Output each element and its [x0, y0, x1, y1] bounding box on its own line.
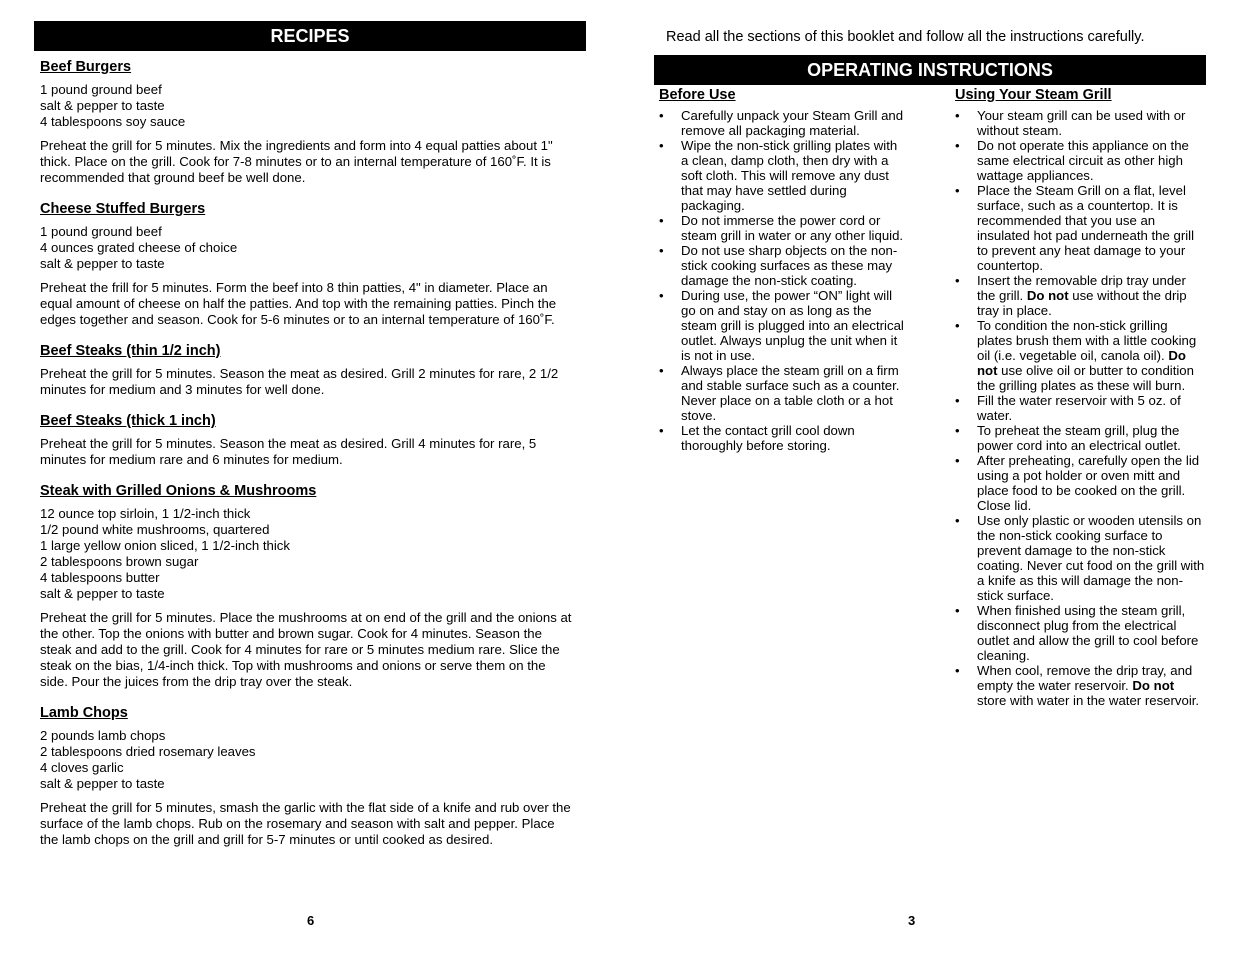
before-use-title: Before Use: [659, 87, 736, 103]
instruction-item: • Wipe the non-stick grilling plates with a clean, damp cloth, then dry with a soft cloth. This will remove any dust that may have settled during packaging.: [659, 138, 904, 213]
ingredient-item: salt & pepper to taste: [40, 256, 165, 271]
ingredient-item: 4 tablespoons butter: [40, 570, 160, 585]
ingredient-item: 4 ounces grated cheese of choice: [40, 240, 238, 255]
instruction-item: • Always place the steam grill on a firm and stable surface such as a counter. Never place on a table cloth or a hot stove.: [659, 363, 904, 423]
recipe-title: Cheese Stuffed Burgers: [40, 201, 206, 217]
recipe-method: Preheat the grill for 5 minutes. Season the meat as desired. Grill 2 minutes for rare, 2 1/2 minutes for medium and 3 minutes for well done.: [40, 366, 559, 397]
ingredient-item: salt & pepper to taste: [40, 98, 165, 113]
ingredient-list: [40, 506, 575, 602]
recipe-title: Lamb Chops: [40, 705, 128, 721]
instruction-item: • Use only plastic or wooden utensils on the non-stick cooking surface to prevent damage to the non-stick coating. Never cut food on the grill with a knife as this will damage the non-stick surface.: [955, 513, 1205, 603]
left-page: [0, 0, 617, 954]
before-use-list: [659, 108, 904, 453]
instruction-item: • After preheating, carefully open the lid using a pot holder or oven mitt and place food to be cooked on the grill. Close lid.: [955, 453, 1205, 513]
recipe: [40, 201, 575, 328]
ingredient-list: [40, 82, 575, 130]
recipe-title: Beef Steaks (thin 1/2 inch): [40, 343, 221, 359]
ingredient-item: salt & pepper to taste: [40, 586, 165, 601]
ingredient-item: 1 pound ground beef: [40, 82, 162, 97]
instruction-item: • Do not use sharp objects on the non-stick cooking surfaces as these may damage the non-stick coating.: [659, 243, 904, 288]
instruction-item: • Place the Steam Grill on a flat, level surface, such as a countertop. It is recommended that you use an insulated hot pad underneath the grill to prevent any heat damage to your countertop.: [955, 183, 1205, 273]
recipe-title: Beef Steaks (thick 1 inch): [40, 413, 216, 429]
instruction-item: • When finished using the steam grill, disconnect plug from the electrical outlet and allow the grill to cool before cleaning.: [955, 603, 1205, 663]
instruction-item: • To preheat the steam grill, plug the power cord into an electrical outlet.: [955, 423, 1205, 453]
ingredient-item: 1 large yellow onion sliced, 1 1/2-inch thick: [40, 538, 290, 553]
recipe: [40, 59, 575, 186]
recipe-method: Preheat the grill for 5 minutes, smash the garlic with the flat side of a knife and rub over the surface of the lamb chops. Rub on the rosemary and season with salt and pepper. Place the lamb chops on the grill and grill for 5-7 minutes or until cooked as desired.: [40, 800, 571, 847]
using-grill-section: [955, 87, 1205, 708]
recipe-title: Beef Burgers: [40, 59, 132, 75]
ingredient-item: 1/2 pound white mushrooms, quartered: [40, 522, 270, 537]
page-number-left: 6: [307, 913, 315, 928]
recipe-method: Preheat the grill for 5 minutes. Mix the ingredients and form into 4 equal patties about 1" thick. Place on the grill. Cook for 7-8 minutes or to an internal temperature of 160˚F. It is recommended that ground beef be well done.: [40, 138, 553, 185]
before-use-section: [659, 87, 904, 453]
operating-instructions-banner: OPERATING INSTRUCTIONS: [654, 55, 1206, 85]
instruction-item: • Insert the removable drip tray under the grill. Do not use without the drip tray in place.: [955, 273, 1205, 318]
instruction-item: • Your steam grill can be used with or without steam.: [955, 108, 1205, 138]
recipes-list: [40, 59, 575, 863]
ingredient-item: 2 tablespoons dried rosemary leaves: [40, 744, 256, 759]
intro-text: Read all the sections of this booklet and follow all the instructions carefully.: [666, 29, 1145, 45]
instruction-item: • Do not operate this appliance on the same electrical circuit as other high wattage appliances.: [955, 138, 1205, 183]
recipe-method: Preheat the grill for 5 minutes. Season the meat as desired. Grill 4 minutes for rare, 5 minutes for medium rare and 6 minutes for medium.: [40, 436, 537, 467]
recipe-method: Preheat the grill for 5 minutes. Place the mushrooms at on end of the grill and the onions at the other. Top the onions with butter and brown sugar. Cook for 4 minutes. Season the steak and add to the grill. Cook for 4 minutes for rare or 5 minutes medium rare. Slice the steak on the bias, 1/4-inch thick. Top with mushrooms and onions or serve them on the side. Pour the juices from the drip tray over the steak.: [40, 610, 572, 689]
instruction-item: • Carefully unpack your Steam Grill and remove all packaging material.: [659, 108, 904, 138]
page-number-right: 3: [908, 913, 916, 928]
instruction-item: • Fill the water reservoir with 5 oz. of water.: [955, 393, 1205, 423]
recipe: [40, 705, 575, 848]
recipe: [40, 343, 575, 398]
ingredient-list: [40, 224, 575, 272]
recipe-method: Preheat the frill for 5 minutes. Form the beef into 8 thin patties, 4" in diameter. Place an equal amount of cheese on half the patties. And top with the remaining patties. Pinch the edges together and season. Cook for 5-6 minutes or to an internal temperature of 160˚F.: [40, 280, 557, 327]
instruction-item: • Do not immerse the power cord or steam grill in water or any other liquid.: [659, 213, 904, 243]
instruction-item: • During use, the power “ON” light will go on and stay on as long as the steam grill is plugged into an electrical outlet. Always unplug the unit when it is not in use.: [659, 288, 904, 363]
recipe: [40, 483, 575, 690]
ingredient-item: salt & pepper to taste: [40, 776, 165, 791]
ingredient-item: 12 ounce top sirloin, 1 1/2-inch thick: [40, 506, 251, 521]
recipe: [40, 413, 575, 468]
instruction-item: • To condition the non-stick grilling plates brush them with a little cooking oil (i.e. vegetable oil, canola oil). Do not use olive oil or butter to condition the grilling plates as these will burn.: [955, 318, 1205, 393]
ingredient-item: 2 pounds lamb chops: [40, 728, 166, 743]
using-grill-title: Using Your Steam Grill: [955, 87, 1112, 103]
right-page: [617, 0, 1235, 954]
ingredient-list: [40, 728, 575, 792]
ingredient-item: 4 tablespoons soy sauce: [40, 114, 186, 129]
instruction-item: • Let the contact grill cool down thoroughly before storing.: [659, 423, 904, 453]
ingredient-item: 4 cloves garlic: [40, 760, 124, 775]
ingredient-item: 1 pound ground beef: [40, 224, 162, 239]
instruction-item: • When cool, remove the drip tray, and empty the water reservoir. Do not store with water in the water reservoir.: [955, 663, 1205, 708]
using-grill-list: [955, 108, 1205, 708]
ingredient-item: 2 tablespoons brown sugar: [40, 554, 199, 569]
recipe-title: Steak with Grilled Onions & Mushrooms: [40, 483, 317, 499]
recipes-banner: RECIPES: [34, 21, 586, 51]
